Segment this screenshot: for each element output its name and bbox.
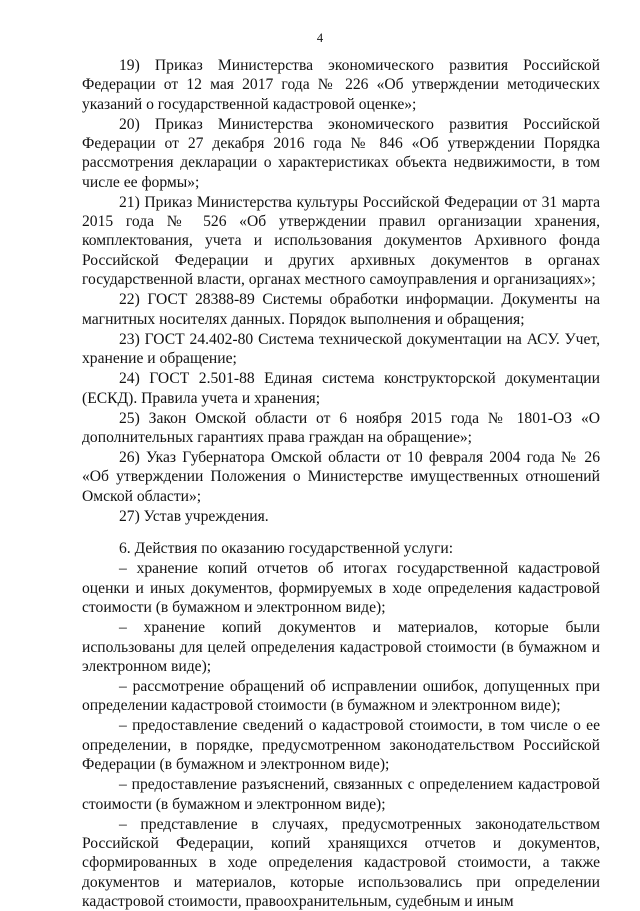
section-spacer	[82, 526, 600, 539]
action-item: – предоставление разъяснений, связанных с определением кадастровой стоимости (в бумажном и электронном виде);	[82, 776, 600, 813]
page-number: 4	[316, 31, 324, 45]
action-item: – хранение копий документов и материалов, которые были использованы для целей определения кадастровой стоимости (в бумажном и электронном виде);	[82, 619, 600, 675]
list-item-25: 25) Закон Омской области от 6 ноября 2015 года № 1801-ОЗ «О дополнительных гарантиях права граждан на обращение»;	[82, 409, 600, 446]
list-item-20: 20) Приказ Министерства экономического развития Российской Федерации от 27 декабря 2016 года № 846 «Об утверждении Порядка рассмотрения декларации о характеристиках объекта недвижимости, в том числе ее формы»;	[82, 115, 600, 191]
list-item-21: 21) Приказ Министерства культуры Российской Федерации от 31 марта 2015 года № 526 «Об утверждении правил организации хранения, комплектования, учета и использования документов Архивного фонда Российской Федерации и других архивных документов в органах государственной власти, органах местного самоуправления и организациях»;	[82, 193, 600, 289]
list-item-23: 23) ГОСТ 24.402-80 Система технической документации на АСУ. Учет, хранение и обращение;	[82, 330, 600, 368]
section-heading: 6. Действия по оказанию государственной услуги:	[119, 540, 454, 558]
list-item-26: 26) Указ Губернатора Омской области от 10 февраля 2004 года № 26 «Об утверждении Положения о Министерстве имущественных отношений Омской области»;	[82, 449, 600, 505]
list-item-24: 24) ГОСТ 2.501-88 Единая система конструкторской документации (ЕСКД). Правила учета и хранения;	[82, 370, 600, 407]
list-item-27: 27) Устав учреждения.	[119, 507, 269, 525]
action-item: – рассмотрение обращений об исправлении ошибок, допущенных при определении кадастровой стоимости (в бумажном и электронном виде);	[82, 678, 600, 715]
list-item-19: 19) Приказ Министерства экономического развития Российской Федерации от 12 мая 2017 года № 226 «Об утверждении методических указаний о государственной кадастровой оценке»;	[82, 57, 600, 113]
document-body	[82, 56, 600, 911]
action-item: – хранение копий отчетов об итогах государственной кадастровой оценки и иных документов, формируемых в ходе определения кадастровой стоимости (в бумажном и электронном виде);	[82, 560, 600, 617]
action-item: – представление в случаях, предусмотренных законодательством Российской Федерации, копий хранящихся отчетов и документов, сформированных в ходе определения кадастровой стоимости, а также документов и материалов, которые использовались при определении кадастровой стоимости, правоохранительным, судебным и иным	[82, 815, 600, 910]
action-item: – предоставление сведений о кадастровой стоимости, в том числе о ее определении, в порядке, предусмотренном законодательством Российской Федерации (в бумажном и электронном виде);	[82, 717, 600, 774]
list-item-22: 22) ГОСТ 28388-89 Системы обработки информации. Документы на магнитных носителях данных. Порядок выполнения и обращения;	[82, 291, 600, 328]
